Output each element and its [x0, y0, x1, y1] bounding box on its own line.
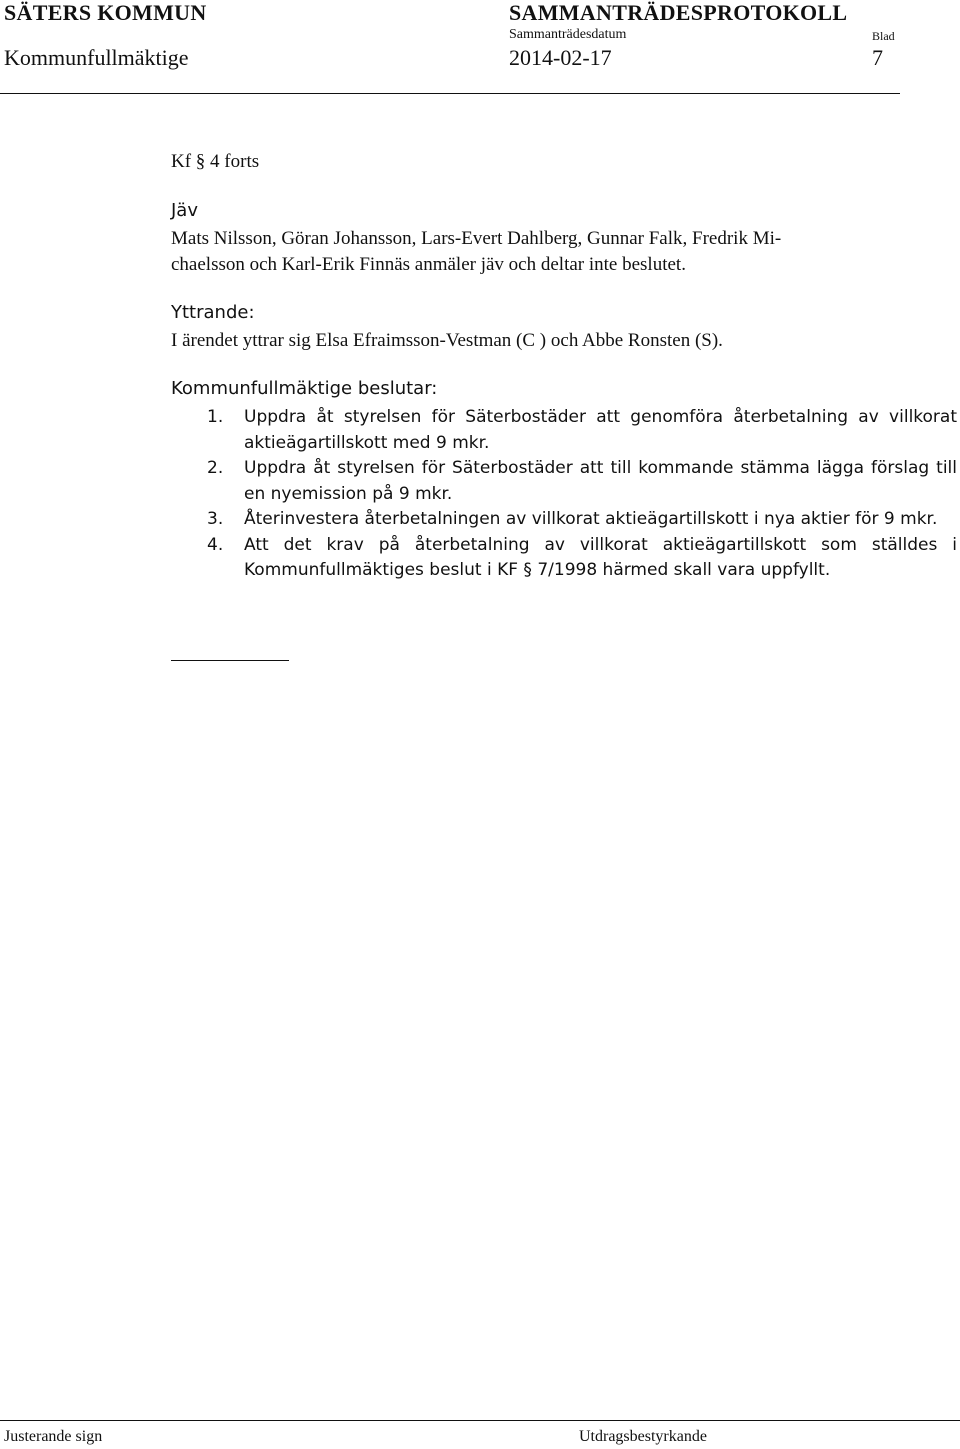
- header-rule: [0, 93, 900, 94]
- org-name: SÄTERS KOMMUN: [4, 0, 207, 25]
- page-number: 7: [872, 45, 883, 70]
- list-item-number: 4.: [207, 534, 224, 555]
- page-label: Blad: [872, 29, 895, 43]
- list-item: [207, 507, 957, 533]
- footer-rule: [0, 1420, 960, 1421]
- list-item-text: Uppdra åt styrelsen för Säterbostäder att till kommande stämma lägga förslag till en nyemission på 9 mkr.: [244, 458, 957, 504]
- section-ref: Kf § 4 forts: [171, 151, 260, 172]
- list-item: [207, 405, 957, 456]
- jav-heading: Jäv: [171, 200, 198, 221]
- list-item-number: 2.: [207, 458, 224, 478]
- yttrande-heading: Yttrande:: [171, 302, 255, 323]
- date-label: Sammanträdesdatum: [509, 27, 627, 42]
- section-end-rule: [171, 660, 289, 661]
- list-item: [207, 533, 957, 584]
- body-name: Kommunfullmäktige: [4, 45, 189, 70]
- footer-utdragsbestyrkande: Utdragsbestyrkande: [579, 1428, 707, 1445]
- decision-list: [207, 405, 957, 584]
- decision-heading: Kommunfullmäktige beslutar:: [171, 378, 438, 399]
- list-item-text: Återinvestera återbetalningen av villkorat aktieägartillskott i nya aktier för 9 mkr.: [244, 509, 938, 529]
- jav-line-1: Mats Nilsson, Göran Johansson, Lars-Evert Dahlberg, Gunnar Falk, Fredrik Mi-: [171, 228, 782, 249]
- meeting-date: 2014-02-17: [509, 45, 612, 70]
- list-item-number: 1.: [207, 407, 224, 427]
- list-item-text: Uppdra åt styrelsen för Säterbostäder att genomföra återbetalning av villkorat aktieägartillskott med 9 mkr.: [244, 407, 957, 453]
- footer-justerande-sign: Justerande sign: [4, 1428, 103, 1445]
- jav-line-2: chaelsson och Karl-Erik Finnäs anmäler jäv och deltar inte beslutet.: [171, 254, 686, 275]
- list-item-number: 3.: [207, 509, 224, 529]
- document-type: SAMMANTRÄDESPROTOKOLL: [509, 0, 848, 25]
- list-item: [207, 456, 957, 507]
- list-item-text: Att det krav på återbetalning av villkorat aktieägartillskott som ställdes i Kommunfullmäktiges beslut i KF § 7/1998 härmed skall vara uppfyllt.: [244, 534, 957, 580]
- yttrande-text: I ärendet yttrar sig Elsa Efraimsson-Vestman (C ) och Abbe Ronsten (S).: [171, 330, 723, 351]
